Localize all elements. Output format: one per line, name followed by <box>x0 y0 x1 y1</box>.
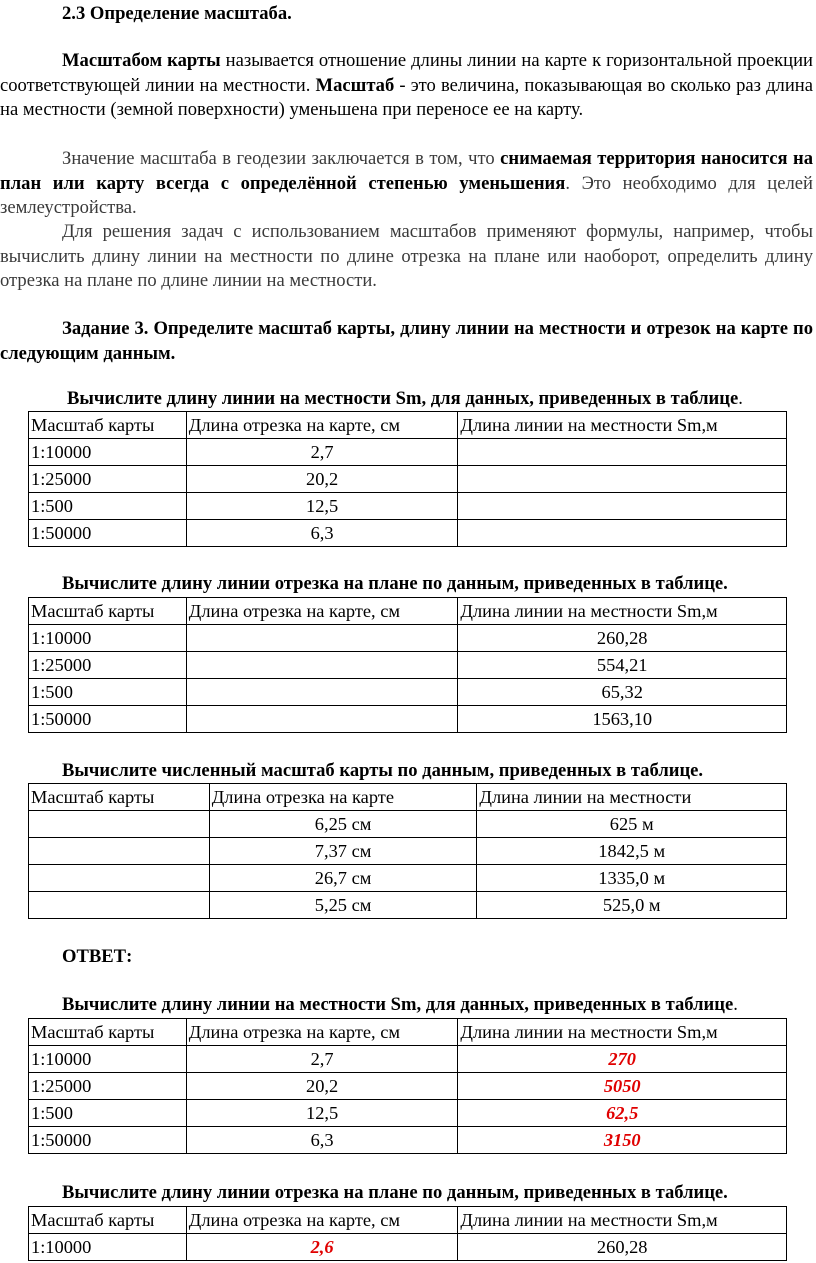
cell: 1:10000 <box>29 625 187 652</box>
table-compute-numeric-scale <box>28 783 787 919</box>
table-compute-plan-length <box>28 597 787 733</box>
table-row <box>29 1100 787 1127</box>
header-cell: Масштаб карты <box>29 784 210 811</box>
table-row <box>29 1234 787 1261</box>
header-cell: Длина отрезка на карте, см <box>186 1207 458 1234</box>
table4-caption-end: . <box>733 994 738 1015</box>
cell <box>29 865 210 892</box>
cell: 6,3 <box>186 1127 458 1154</box>
table-row <box>29 493 787 520</box>
cell: 1:25000 <box>29 1073 187 1100</box>
cell: 6,25 см <box>209 811 477 838</box>
header-cell: Масштаб карты <box>29 1019 187 1046</box>
cell: 7,37 см <box>209 838 477 865</box>
cell: 2,7 <box>186 1046 458 1073</box>
para2-text2: . Это необходимо для целей землеустройства. <box>0 172 813 218</box>
cell <box>29 811 210 838</box>
paragraph-formulas: Для решения задач с использованием масштабов применяют формулы, например, чтобы вычислить длину линии на местности по длине отрезка на плане или наоборот, определить длину отрезка на плане по длине линии на местности. <box>0 221 813 291</box>
cell: 1:10000 <box>29 1046 187 1073</box>
cell <box>458 493 787 520</box>
cell: 12,5 <box>186 493 458 520</box>
cell: 20,2 <box>186 1073 458 1100</box>
header-cell: Масштаб карты <box>29 412 187 439</box>
table-header-row <box>29 1019 787 1046</box>
cell: 1:10000 <box>29 439 187 466</box>
table-row <box>29 706 787 733</box>
answer-cell: 5050 <box>458 1073 787 1100</box>
header-cell: Масштаб карты <box>29 598 187 625</box>
cell <box>186 679 458 706</box>
header-cell: Длина отрезка на карте <box>209 784 477 811</box>
table-row <box>29 811 787 838</box>
cell: 12,5 <box>186 1100 458 1127</box>
term-scale: Масштаб <box>315 74 395 96</box>
cell: 1:500 <box>29 1100 187 1127</box>
table-row <box>29 679 787 706</box>
cell: 1:50000 <box>29 520 187 547</box>
header-cell: Длина отрезка на карте, см <box>186 1019 458 1046</box>
header-cell: Длина линии на местности Sm,м <box>458 412 787 439</box>
table-row <box>29 625 787 652</box>
table-row <box>29 520 787 547</box>
cell <box>458 439 787 466</box>
cell <box>29 838 210 865</box>
section-title: 2.3 Определение масштаба. <box>62 3 292 24</box>
table4-caption-text: Вычислите длину линии на местности Sm, для данных, приведенных в таблице <box>62 994 734 1015</box>
answer-cell: 3150 <box>458 1127 787 1154</box>
table-row <box>29 1046 787 1073</box>
table-row <box>29 466 787 493</box>
cell <box>29 892 210 919</box>
cell <box>458 466 787 493</box>
task-heading: Задание 3. Определите масштаб карты, длину линии на местности и отрезок на карте по следующим данным. <box>0 318 813 364</box>
table-row <box>29 1073 787 1100</box>
cell: 1:50000 <box>29 706 187 733</box>
table1-caption-text: Вычислите длину линии на местности Sm, для данных, приведенных в таблице <box>67 388 739 409</box>
table-header-row <box>29 1207 787 1234</box>
para2-bold: снимаемая территория наносится на план или карту всегда с определённой степенью уменьшения <box>0 148 814 194</box>
para2-text1: Значение масштаба в геодезии заключается в том, что <box>62 148 501 169</box>
header-cell: Длина линии на местности Sm,м <box>458 1019 787 1046</box>
table-row <box>29 865 787 892</box>
cell: 260,28 <box>458 625 787 652</box>
answer-cell: 62,5 <box>458 1100 787 1127</box>
table2-caption: Вычислите длину линии отрезка на плане по данным, приведенных в таблице. <box>62 573 728 594</box>
header-cell: Длина линии на местности <box>477 784 787 811</box>
paragraph-definition <box>0 49 813 123</box>
cell: 65,32 <box>458 679 787 706</box>
header-cell: Длина отрезка на карте, см <box>186 412 458 439</box>
table-header-row <box>29 598 787 625</box>
paragraph-importance <box>0 147 813 221</box>
cell: 26,7 см <box>209 865 477 892</box>
table-row <box>29 652 787 679</box>
cell <box>186 652 458 679</box>
cell: 1:10000 <box>29 1234 187 1261</box>
cell: 1:25000 <box>29 466 187 493</box>
table1-caption-end: . <box>738 388 743 409</box>
table4-caption <box>62 993 738 1018</box>
cell <box>458 520 787 547</box>
cell: 1335,0 м <box>477 865 787 892</box>
table5-caption: Вычислите длину линии отрезка на плане по данным, приведенных в таблице. <box>62 1182 728 1203</box>
answer-cell: 270 <box>458 1046 787 1073</box>
cell: 6,3 <box>186 520 458 547</box>
cell: 1563,10 <box>458 706 787 733</box>
cell: 525,0 м <box>477 892 787 919</box>
cell: 260,28 <box>458 1234 787 1261</box>
header-cell: Длина линии на местности Sm,м <box>458 598 787 625</box>
answer-table-ground-length <box>28 1018 787 1154</box>
cell: 1:25000 <box>29 652 187 679</box>
table3-caption: Вычислите численный масштаб карты по данным, приведенных в таблице. <box>62 760 704 781</box>
header-cell: Длина линии на местности Sm,м <box>458 1207 787 1234</box>
cell: 20,2 <box>186 466 458 493</box>
answer-cell: 2,6 <box>186 1234 458 1261</box>
table-row <box>29 439 787 466</box>
answer-label: ОТВЕТ: <box>62 946 133 967</box>
table-row <box>29 838 787 865</box>
cell: 1:500 <box>29 493 187 520</box>
para1-text1: называется отношение длины линии на карте к горизонтальной проекции соответствующей линии на местности. <box>0 50 813 96</box>
cell: 5,25 см <box>209 892 477 919</box>
table-header-row <box>29 412 787 439</box>
cell: 2,7 <box>186 439 458 466</box>
cell <box>186 625 458 652</box>
table-row <box>29 892 787 919</box>
table-row <box>29 1127 787 1154</box>
cell: 1:50000 <box>29 1127 187 1154</box>
header-cell: Длина отрезка на карте, см <box>186 598 458 625</box>
cell: 554,21 <box>458 652 787 679</box>
table-compute-ground-length <box>28 411 787 547</box>
term-map-scale: Масштабом карты <box>62 50 221 71</box>
table1-caption <box>67 387 743 412</box>
cell: 1842,5 м <box>477 838 787 865</box>
header-cell: Масштаб карты <box>29 1207 187 1234</box>
answer-table-plan-length <box>28 1206 787 1261</box>
cell <box>186 706 458 733</box>
table-header-row <box>29 784 787 811</box>
para1-text2: - это величина, показывающая во сколько раз длина на местности (земной поверхности) уменьшена при переносе ее на карту. <box>0 74 813 120</box>
cell: 625 м <box>477 811 787 838</box>
cell: 1:500 <box>29 679 187 706</box>
